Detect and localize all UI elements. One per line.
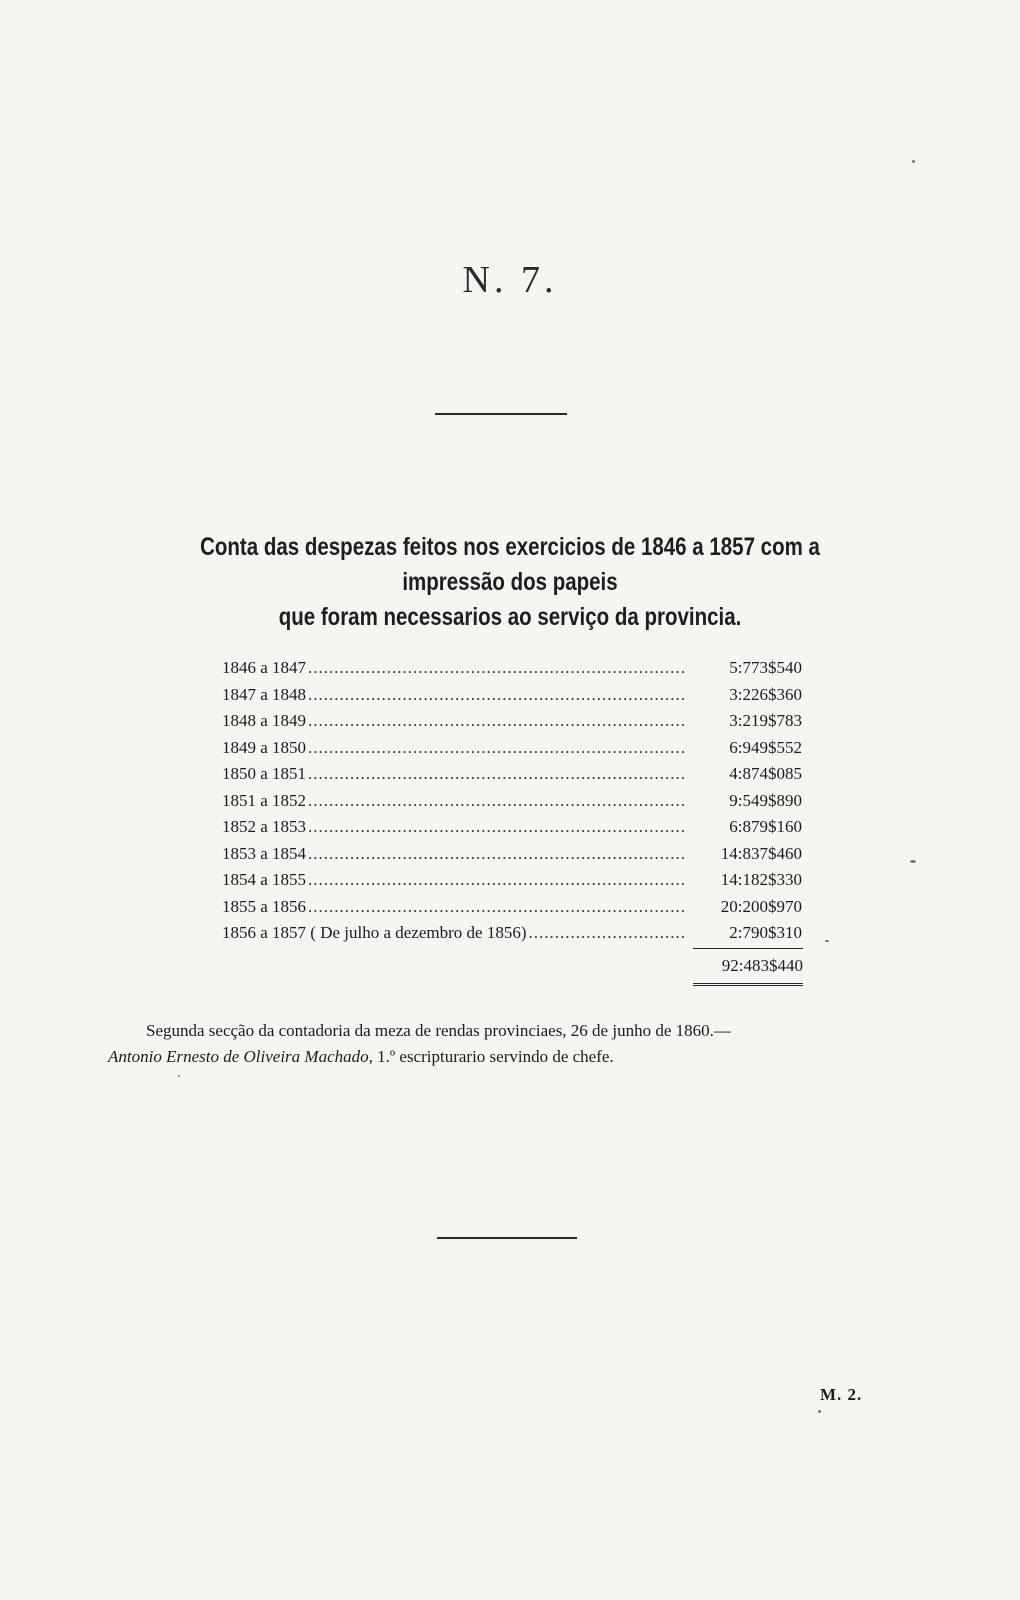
heading-line-1: Conta das despezas feitos nos exercicios de 1846 a 1857 com a impressão dos papeis: [200, 533, 820, 596]
table-row: [222, 814, 802, 841]
divider-rule: [437, 1237, 577, 1239]
paper-speck: [825, 940, 829, 942]
row-amount: 9:549$890: [729, 790, 802, 810]
expense-table: [222, 655, 802, 947]
dot-leader: [308, 682, 686, 709]
dot-leader: [308, 867, 686, 894]
dot-leader: [529, 920, 687, 947]
dot-leader: [308, 735, 686, 762]
row-period: 1848 a 1849: [222, 711, 307, 730]
dot-leader: [308, 894, 686, 921]
row-amount: 20:200$970: [720, 896, 802, 916]
dot-leader: [308, 841, 686, 868]
row-amount: 4:874$085: [729, 764, 802, 783]
table-row: [222, 841, 802, 868]
table-row: [222, 655, 802, 682]
row-amount: 5:773$540: [729, 658, 802, 677]
row-amount: 3:219$783: [729, 711, 802, 730]
dot-leader: [308, 761, 686, 788]
footer-line-2: [108, 1044, 920, 1070]
divider-rule: [435, 413, 567, 415]
row-period: 1850 a 1851: [222, 764, 307, 783]
total-block: [693, 948, 803, 988]
row-period: 1851 a 1852: [222, 790, 307, 810]
table-row: [222, 894, 802, 921]
dot-leader: [308, 708, 686, 735]
footer-note: [108, 1018, 920, 1070]
row-amount: 6:879$160: [729, 817, 802, 836]
row-period: 1854 a 1855: [222, 870, 307, 889]
dot-leader: [308, 788, 686, 815]
row-amount: 6:949$552: [729, 737, 802, 757]
dot-leader: [308, 655, 686, 682]
heading-line-2: que foram necessarios ao serviço da provincia.: [278, 603, 742, 631]
table-row: [222, 708, 802, 735]
total-amount: 92:483$440: [721, 956, 803, 975]
table-row: [222, 867, 802, 894]
row-amount: 14:182$330: [720, 870, 802, 889]
row-amount: 14:837$460: [720, 843, 802, 863]
paper-speck: [818, 1410, 821, 1413]
row-period: 1852 a 1853: [222, 817, 307, 836]
table-row: [222, 682, 802, 709]
row-period: 1855 a 1856: [222, 896, 307, 916]
row-amount: 3:226$360: [729, 684, 802, 704]
paper-speck: [178, 1075, 180, 1077]
document-heading: [174, 530, 846, 635]
footer-line-1: Segunda secção da contadoria da meza de rendas provinciaes, 26 de junho de 1860.—: [146, 1021, 731, 1040]
row-period: 1849 a 1850: [222, 737, 307, 757]
signatory-role: 1.º escripturario servindo de chefe.: [377, 1047, 614, 1066]
table-row: [222, 920, 802, 947]
signatory-name: Antonio Ernesto de Oliveira Machado,: [108, 1047, 373, 1066]
total-double-rule: [693, 983, 803, 988]
paper-speck: [910, 860, 916, 863]
table-row: [222, 761, 802, 788]
signature-mark: M. 2.: [820, 1385, 863, 1404]
table-row: [222, 735, 802, 762]
row-amount: 2:790$310: [729, 923, 802, 942]
dot-leader: [308, 814, 686, 841]
row-period: 1846 a 1847: [222, 658, 307, 677]
row-period: 1847 a 1848: [222, 684, 307, 704]
row-period: 1853 a 1854: [222, 843, 307, 863]
row-period: 1856 a 1857 ( De julho a dezembro de 1856): [222, 923, 527, 942]
document-number: N. 7.: [462, 259, 558, 301]
paper-speck: [912, 160, 915, 163]
table-row: [222, 788, 802, 815]
